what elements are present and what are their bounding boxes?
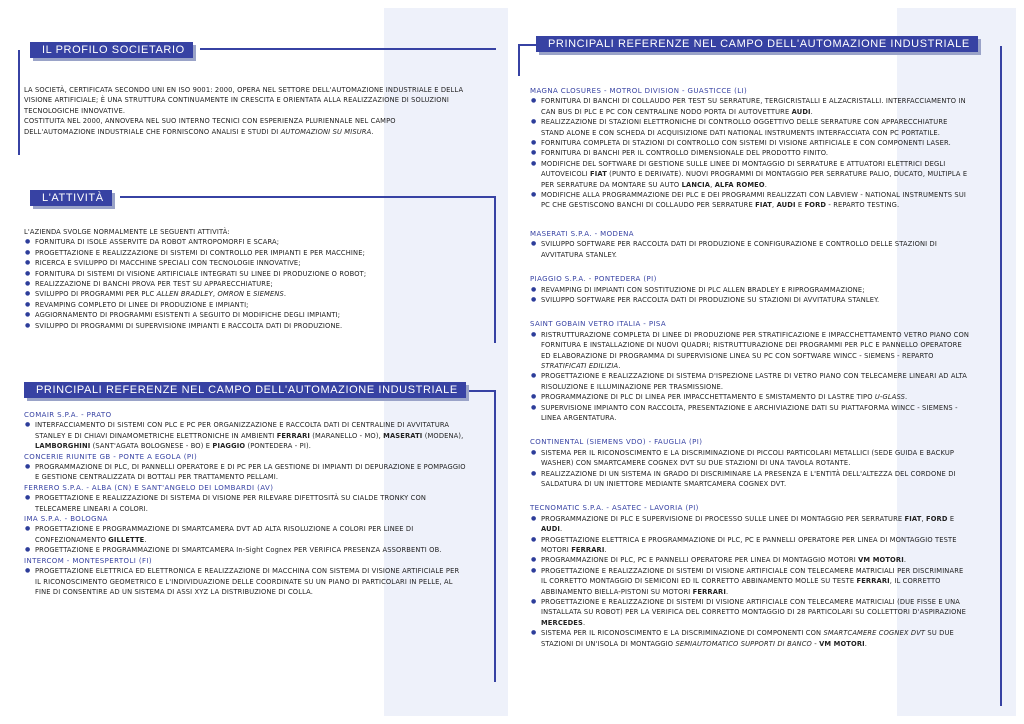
referenze-right-frame-left bbox=[518, 46, 520, 76]
list-item: ● FORNITURA DI SISTEMI DI VISIONE ARTIFICIALE INTEGRATI SU LINEE DI PRODUZIONE O ROBOT; bbox=[24, 269, 474, 279]
referenze-left-frame-right bbox=[494, 392, 496, 682]
company-continental: CONTINENTAL (SIEMENS VDO) - FAUGLIA (PI) bbox=[530, 438, 703, 447]
company-ferrero: FERRERO S.P.A. - ALBA (CN) E SANT'ANGELO DEI LOMBARDI (AV) bbox=[24, 483, 274, 492]
list-item: ● PROGETTAZIONE E REALIZZAZIONE DI SISTEMA DI VISIONE PER RILEVARE DIFETTOSITÀ SU CIALDE TRONKY CON TELECAMERE LINEARI A COLORI. bbox=[24, 493, 466, 514]
list-item: ● REALIZZAZIONE DI UN SISTEMA IN GRADO DI DISCRIMINARE LA PRESENZA E L'ENTITÀ DELL'ALTEZZA DEL CORDONE DI SALDATURA DI UN INIETTORE MEDIANTE SMARTCAMERA COGNEX DVT. bbox=[530, 469, 970, 490]
list-item: ● FORNITURA COMPLETA DI STAZIONI DI CONTROLLO CON SISTEMI DI VISIONE ARTIFICIALE E CON COMPONENTI LASER. bbox=[530, 138, 970, 148]
company-ima: IMA S.P.A. - BOLOGNA bbox=[24, 515, 108, 524]
list-item: ● FORNITURA DI BANCHI PER IL CONTROLLO DIMENSIONALE DEL PRODOTTO FINITO. bbox=[530, 148, 970, 158]
list-item: ● PROGETTAZIONE E PROGRAMMAZIONE DI SMARTCAMERA In-Sight Cognex PER VERIFICA PRESENZA ASSORBENTI OB. bbox=[24, 545, 466, 555]
list-item: ● FORNITURA DI BANCHI DI COLLAUDO PER TEST SU SERRATURE, TERGICRISTALLI E ALZACRISTALLI. INTERFACCIAMENTO IN CAN BUS DI PLC E PC CON CENTRALINE NODO PORTA DI AUTOVETTURE AUDI. bbox=[530, 96, 970, 117]
list-item: ● REALIZZAZIONE DI BANCHI PROVA PER TEST SU APPARECCHIATURE; bbox=[24, 279, 474, 289]
list-item: ● INTERFACCIAMENTO DI SISTEMI CON PLC E PC PER ORGANIZZAZIONE E RACCOLTA DATI DI CENTRALINE DI AVVITATURA STANLEY E DI CHIAVI DINAMOMETRICHE ELETTRONICHE IN AMBIENTI FERRARI (MARANELLO - MO), MASERATI (MODENA), LAMBORGHINI (SANT'AGATA BOLOGNESE - BO) E PIAGGIO (PONTEDERA - PI). bbox=[24, 420, 466, 451]
list-item: ● REALIZZAZIONE DI STAZIONI ELETTRONICHE DI CONTROLLO OGGETTIVO DELLE SERRATURE CON APPARECCHIATURE STAND ALONE E CON SCHEDA DI ACQUISIZIONE DATI NATIONAL INSTRUMENTS INTERFACCIATA CON PC PORTATILE. bbox=[530, 117, 970, 138]
intercom-list bbox=[24, 566, 466, 597]
list-item: ● RICERCA E SVILUPPO DI MACCHINE SPECIALI CON TECNOLOGIE INNOVATIVE; bbox=[24, 258, 474, 268]
list-item: ● PROGRAMMAZIONE DI PLC DI LINEA PER IMPACCHETTAMENTO E SMISTAMENTO DI LASTRE TIPO U-GLASS. bbox=[530, 392, 970, 402]
continental-list bbox=[530, 448, 970, 490]
profilo-paragraph-1: LA SOCIETÀ, CERTIFICATA SECONDO UNI EN ISO 9001: 2000, OPERA NEL SETTORE DELL'AUTOMAZIONE INDUSTRIALE E DELLA VISIONE ARTIFICIALE; È UNA STRUTTURA CONTINUAMENTE IN CRESCITA E ORIENTATA ALLA REALIZZAZIONE DI SOLUZIONI TECNOLOGICHE INNOVATIVE. bbox=[24, 86, 464, 115]
list-item: ● SVILUPPO DI PROGRAMMI PER PLC ALLEN BRADLEY, OMRON E SIEMENS. bbox=[24, 289, 474, 299]
saint-gobain-list bbox=[530, 330, 970, 424]
profilo-frame-left bbox=[18, 50, 20, 155]
company-concerie: CONCERIE RIUNITE GB - PONTE A EGOLA (PI) bbox=[24, 452, 198, 461]
list-item: ● PROGETTAZIONE E PROGRAMMAZIONE DI SMARTCAMERA DVT AD ALTA RISOLUZIONE A COLORI PER LINEE DI CONFEZIONAMENTO GILLETTE. bbox=[24, 524, 466, 545]
referenze-left-section bbox=[24, 410, 466, 597]
list-item: ● SVILUPPO SOFTWARE PER RACCOLTA DATI DI PRODUZIONE E CONFIGURAZIONE E CONTROLLO DELLE STAZIONI DI AVVITATURA STANLEY. bbox=[530, 239, 970, 260]
attivita-title: L'ATTIVITÀ bbox=[30, 190, 112, 206]
list-item: ● REVAMPING COMPLETO DI LINEE DI PRODUZIONE E IMPIANTI; bbox=[24, 300, 474, 310]
magna-list bbox=[530, 96, 970, 210]
profilo-section bbox=[24, 85, 466, 137]
list-item: ● PROGETTAZIONE E REALIZZAZIONE DI SISTEMA D'ISPEZIONE LASTRE DI VETRO PIANO CON TELECAMERE LINEARI AD ALTA RISOLUZIONE E ILLUMINAZIONE PER TRASMISSIONE. bbox=[530, 371, 970, 392]
list-item: ● SVILUPPO SOFTWARE PER RACCOLTA DATI DI PRODUZIONE SU STAZIONI DI AVVITATURA STANLEY. bbox=[530, 295, 970, 305]
company-saint-gobain: SAINT GOBAIN VETRO ITALIA - PISA bbox=[530, 320, 667, 329]
maserati-list bbox=[530, 239, 970, 260]
referenze-left-title: PRINCIPALI REFERENZE NEL CAMPO DELL'AUTOMAZIONE INDUSTRIALE bbox=[24, 382, 466, 398]
profilo-frame-top bbox=[200, 48, 496, 50]
company-maserati: MASERATI S.P.A. - MODENA bbox=[530, 229, 634, 238]
list-item: ● SISTEMA PER IL RICONOSCIMENTO E LA DISCRIMINAZIONE DI COMPONENTI CON SMARTCAMERE COGNEX DVT SU DUE STAZIONI DI UN'ISOLA DI MONTAGGIO SEMIAUTOMATICO SUPPORTI DI BANCO - VM MOTORI. bbox=[530, 628, 970, 649]
list-item: ● SUPERVISIONE IMPIANTO CON RACCOLTA, PRESENTAZIONE E ARCHIVIAZIONE DATI SU PIATTAFORMA WINCC - SIEMENS - LINEA ARGENTATURA. bbox=[530, 403, 970, 424]
company-tecnomatic: TECNOMATIC S.P.A. - ASATEC - LAVORIA (PI) bbox=[530, 504, 699, 513]
attivita-frame-right bbox=[494, 198, 496, 343]
list-item: ● RISTRUTTURAZIONE COMPLETA DI LINEE DI PRODUZIONE PER STRATIFICAZIONE E IMPACCHETTAMENTO VETRO PIANO CON FORNITURA E INSTALLAZIONE DI NUOVI QUADRI; RISTRUTTURAZIONE DEI PROGRAMMI PER PLC E PANNELLO OPERATORE ED ELABORAZIONE DI PROGRAMMA DI SUPERVISIONE LINEA SU PC CON SOFTWARE WINCC - SIEMENS - REPARTO STRATIFICATI EDILIZIA. bbox=[530, 330, 970, 372]
attivita-frame-top bbox=[120, 196, 496, 198]
ferrero-list bbox=[24, 493, 466, 514]
company-piaggio: PIAGGIO S.P.A. - PONTEDERA (PI) bbox=[530, 275, 657, 284]
list-item: ● PROGETTAZIONE E REALIZZAZIONE DI SISTEMI DI VISIONE ARTIFICIALE CON TELECAMERE MATRICIALI PER DISCRIMINARE IL CORRETTO MONTAGGIO DI SEMICONI ED IL CORRETTO ABBINAMENTO MOLLE SU TESTE FERRARI, IL CORRETTO ABBINAMENTO BIELLA-PISTONI SU MOTORI FERRARI. bbox=[530, 566, 970, 597]
list-item: ● PROGETTAZIONE ELETTRICA ED ELETTRONICA E REALIZZAZIONE DI MACCHINA CON SISTEMA DI VISIONE ARTIFICIALE PER IL RICONOSCIMENTO GEOMETRICO E L'INDIVIDUAZIONE DELLE COORDINATE SU UN PIANO DI PARTICOLARI IN PELLE, AL FINE DI CONSENTIRE AD UN SISTEMA DI ASSI XYZ LA DISTRIBUZIONE DI COLLA. bbox=[24, 566, 466, 597]
company-comair: COMAIR S.P.A. - PRATO bbox=[24, 411, 112, 419]
list-item: ● PROGETTAZIONE E REALIZZAZIONE DI SISTEMI DI VISIONE ARTIFICIALE CON TELECAMERE MATRICIALI (DUE FISSE E UNA INSTALLATA SU ROBOT) PER LA VERIFICA DEL CORRETTO MONTAGGIO DI 28 PARTICOLARI SU COLLETTORI D'ASPIRAZIONE MERCEDES. bbox=[530, 597, 970, 628]
attivita-list bbox=[24, 237, 474, 331]
list-item: ● SVILUPPO DI PROGRAMMI DI SUPERVISIONE IMPIANTI E RACCOLTA DATI DI PRODUZIONE. bbox=[24, 321, 474, 331]
profilo-paragraph-2: COSTITUITA NEL 2000, ANNOVERA NEL SUO INTERNO TECNICI CON ESPERIENZA PLURIENNALE NEL CAMPO DELL'AUTOMAZIONE INDUSTRIALE CHE FORNISCONO ANALISI E STUDI DI AUTOMAZIONI SU MISURA. bbox=[24, 117, 396, 136]
profilo-title: IL PROFILO SOCIETARIO bbox=[30, 42, 193, 58]
concerie-list bbox=[24, 462, 466, 483]
referenze-right-title: PRINCIPALI REFERENZE NEL CAMPO DELL'AUTOMAZIONE INDUSTRIALE bbox=[536, 36, 978, 52]
attivita-section bbox=[24, 227, 474, 331]
list-item: ● PROGETTAZIONE E REALIZZAZIONE DI SISTEMI DI CONTROLLO PER IMPIANTI E PER MACCHINE; bbox=[24, 248, 474, 258]
list-item: ● AGGIORNAMENTO DI PROGRAMMI ESISTENTI A SEGUITO DI MODIFICHE DEGLI IMPIANTI; bbox=[24, 310, 474, 320]
comair-list bbox=[24, 420, 466, 451]
list-item: ● REVAMPING DI IMPIANTI CON SOSTITUZIONE DI PLC ALLEN BRADLEY E RIPROGRAMMAZIONE; bbox=[530, 285, 970, 295]
piaggio-list bbox=[530, 285, 970, 306]
list-item: ● PROGRAMMAZIONE DI PLC, PC E PANNELLI OPERATORE PER LINEA DI MONTAGGIO MOTORI VM MOTORI. bbox=[530, 555, 970, 565]
list-item: ● PROGETTAZIONE ELETTRICA E PROGRAMMAZIONE DI PLC, PC E PANNELLI OPERATORE PER LINEA DI MONTAGGIO TESTE MOTORI FERRARI. bbox=[530, 535, 970, 556]
company-magna: MAGNA CLOSURES - MOTROL DIVISION - GUASTICCE (LI) bbox=[530, 87, 748, 95]
tecnomatic-list bbox=[530, 514, 970, 649]
company-intercom: INTERCOM - MONTESPERTOLI (FI) bbox=[24, 556, 152, 565]
attivita-intro: L'AZIENDA SVOLGE NORMALMENTE LE SEGUENTI ATTIVITÀ: bbox=[24, 228, 230, 236]
referenze-right-section bbox=[530, 86, 970, 649]
list-item: ● PROGRAMMAZIONE DI PLC E SUPERVISIONE DI PROCESSO SULLE LINEE DI MONTAGGIO PER SERRATURE FIAT, FORD E AUDI. bbox=[530, 514, 970, 535]
list-item: ● PROGRAMMAZIONE DI PLC, DI PANNELLI OPERATORE E DI PC PER LA GESTIONE DI IMPIANTI DI DEPURAZIONE E POMPAGGIO E GESTIONE CENTRALIZZATA DI BOTTALI PER TRATTAMENTO PELLAMI. bbox=[24, 462, 466, 483]
list-item: ● MODIFICHE DEL SOFTWARE DI GESTIONE SULLE LINEE DI MONTAGGIO DI SERRATURE E ATTUATORI ELETTRICI DEGLI AUTOVEICOLI FIAT (PUNTO E DERIVATE). NUOVI PROGRAMMI DI MONTAGGIO PER SERRATURE PALIO, DUCATO, MULTIPLA E PER SERRATURE DA MONTARE SU AUTO LANCIA, ALFA ROMEO. bbox=[530, 159, 970, 190]
list-item: ● MODIFICHE ALLA PROGRAMMAZIONE DEI PLC E DEI PROGRAMMI REALIZZATI CON LABVIEW - NATIONAL INSTRUMENTS SUI PC CHE GESTISCONO BANCHI DI COLLAUDO PER SERRATURE FIAT, AUDI E FORD - REPARTO TESTING. bbox=[530, 190, 970, 211]
list-item: ● SISTEMA PER IL RICONOSCIMENTO E LA DISCRIMINAZIONE DI PICCOLI PARTICOLARI METALLICI (SEDE GUIDA E BACKUP WASHER) CON SMARTCAMERE COGNEX DVT SU DUE STAZIONI DI UNA TAVOLA ROTANTE. bbox=[530, 448, 970, 469]
referenze-right-frame-right bbox=[1000, 46, 1002, 706]
list-item: ● FORNITURA DI ISOLE ASSERVITE DA ROBOT ANTROPOMORFI E SCARA; bbox=[24, 237, 474, 247]
ima-list bbox=[24, 524, 466, 555]
